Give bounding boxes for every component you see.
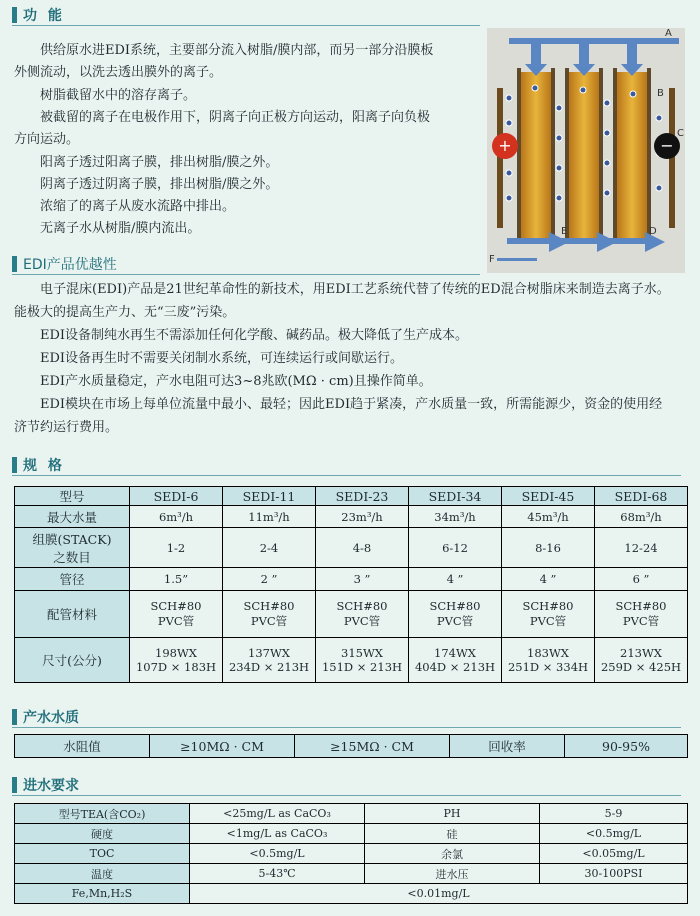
text-line: 阳离子透过阳离子膜，排出树脂/膜之外。: [40, 155, 279, 170]
text-line: 能极大的提高生产力、无“三废”污染。: [14, 305, 236, 320]
table-cell: 11m³/h: [223, 506, 316, 528]
plus-sign: +: [498, 136, 512, 155]
table-cell: <0.5mg/L: [190, 844, 365, 864]
table-cell: [409, 591, 502, 638]
table-cell: [130, 638, 223, 683]
table-cell: 1-2: [130, 528, 223, 568]
table-cell: SEDI-45: [502, 487, 595, 506]
table-cell: [130, 591, 223, 638]
table-cell: 型号TEA(含CO₂): [15, 804, 190, 824]
table-cell: <25mg/L as CaCO₃: [190, 804, 365, 824]
cell-line: 213WX: [620, 646, 662, 660]
table-row: [15, 568, 688, 591]
table-cell: SEDI-68: [595, 487, 688, 506]
table-cell: 12-24: [595, 528, 688, 568]
label-c: C: [677, 128, 684, 139]
text-line: EDI设备制纯水再生不需添加任何化学酸、碱药品。极大降低了生产成本。: [40, 328, 469, 343]
table-row: [15, 506, 688, 528]
cell-line: SCH#80: [522, 599, 574, 613]
table-row: [15, 844, 688, 864]
table-cell: 45m³/h: [502, 506, 595, 528]
table-cell: SEDI-11: [223, 487, 316, 506]
cell-line: 137WX: [248, 646, 290, 660]
section-title: 进水要求: [23, 778, 79, 794]
table-row: [15, 864, 688, 884]
table-row: [15, 591, 688, 638]
section-marker: [12, 709, 17, 725]
text-line: EDI产水质量稳定，产水电阻可达3~8兆欧(MΩ · cm)且操作简单。: [40, 374, 432, 389]
table-cell: 管径: [15, 568, 130, 591]
table-cell: 23m³/h: [316, 506, 409, 528]
table-cell: <1mg/L as CaCO₃: [190, 824, 365, 844]
table-cell: <0.05mg/L: [540, 844, 688, 864]
table-cell: 8-16: [502, 528, 595, 568]
text-line: 电子混床(EDI)产品是21世纪革命性的新技术，用EDI工艺系统代替了传统的ED混合树脂床来制造去离子水。: [40, 282, 670, 297]
table-cell: 4-8: [316, 528, 409, 568]
section-feed-header: [12, 774, 79, 796]
cell-line: PVC管: [250, 614, 288, 628]
cell-line: SCH#80: [429, 599, 481, 613]
table-cell: [223, 638, 316, 683]
spec-table: [14, 486, 688, 683]
section-marker: [12, 256, 17, 272]
cell-line: PVC管: [436, 614, 474, 628]
table-row: [15, 804, 688, 824]
section-title: 产水水质: [23, 710, 79, 726]
label-e: E: [561, 226, 568, 237]
resin-column: [521, 72, 551, 238]
cell-line: 259D × 425H: [600, 660, 682, 674]
table-cell: 2-4: [223, 528, 316, 568]
table-cell: [595, 638, 688, 683]
feed-flow-line: [509, 38, 679, 44]
table-cell: Fe,Mn,H₂S: [15, 884, 190, 904]
table-cell: 温度: [15, 864, 190, 884]
cell-line: 198WX: [155, 646, 197, 660]
table-cell: 4 ”: [502, 568, 595, 591]
section-marker: [12, 457, 17, 473]
section-spec-header: [12, 454, 65, 476]
table-cell: 配管材料: [15, 591, 130, 638]
table-cell: [595, 591, 688, 638]
text-line: 无离子水从树脂/膜内流出。: [40, 221, 201, 236]
cell-line: PVC管: [529, 614, 567, 628]
table-cell: 5-9: [540, 804, 688, 824]
text-line: 被截留的离子在电极作用下，阴离子向正极方向运动，阳离子向负极: [40, 110, 431, 125]
text-line: EDI模块在市场上每单位流量中最小、最轻；因此EDI趋于紧凑，产水质量一致，所需能源少，资金的使用经: [40, 397, 663, 412]
cell-line: 之数目: [53, 549, 91, 565]
resin-column: [569, 72, 599, 238]
table-cell: SEDI-6: [130, 487, 223, 506]
table-cell: [223, 591, 316, 638]
cell-line: SCH#80: [615, 599, 667, 613]
table-cell: 水阻值: [15, 735, 150, 758]
table-row: [15, 528, 688, 568]
cell-line: PVC管: [343, 614, 381, 628]
table-cell: SEDI-34: [409, 487, 502, 506]
cell-line: SCH#80: [243, 599, 295, 613]
cell-line: 404D × 213H: [414, 660, 496, 674]
label-d: D: [649, 226, 657, 237]
table-cell: 进水压: [365, 864, 540, 884]
cell-line: 151D × 213H: [321, 660, 403, 674]
cell-line: SCH#80: [336, 599, 388, 613]
table-cell: 68m³/h: [595, 506, 688, 528]
table-cell: 1.5”: [130, 568, 223, 591]
text-line: EDI设备再生时不需要关闭制水系统，可连续运行或间歇运行。: [40, 351, 404, 366]
table-row: [15, 824, 688, 844]
table-cell: <0.01mg/L: [190, 884, 688, 904]
section-advantages-header: [12, 253, 117, 275]
table-cell: ≥15MΩ · CM: [295, 735, 450, 758]
cell-line: 183WX: [527, 646, 569, 660]
quality-table: [14, 734, 688, 758]
cell-line: 315WX: [341, 646, 383, 660]
table-row: [15, 638, 688, 683]
table-cell: [409, 638, 502, 683]
text-line: 树脂截留水中的溶存离子。: [40, 88, 197, 103]
table-cell: 3 ”: [316, 568, 409, 591]
cell-line: 组膜(STACK): [32, 531, 112, 547]
cell-line: 251D × 334H: [507, 660, 589, 674]
table-cell: 尺寸(公分): [15, 638, 130, 683]
label-a: A: [665, 28, 672, 39]
table-cell: PH: [365, 804, 540, 824]
cell-line: 107D × 183H: [135, 660, 217, 674]
section-marker: [12, 777, 17, 793]
table-row: [15, 884, 688, 904]
table-cell: <0.5mg/L: [540, 824, 688, 844]
table-cell: 5-43℃: [190, 864, 365, 884]
minus-sign: −: [660, 136, 674, 155]
table-row: [15, 735, 688, 758]
section-quality-header: [12, 706, 79, 728]
text-line: 外侧流动，以洗去透出膜外的离子。: [14, 65, 223, 80]
feed-table: [14, 803, 688, 904]
table-cell: 回收率: [450, 735, 565, 758]
edi-diagram: [487, 28, 685, 273]
cell-line: 234D × 213H: [228, 660, 310, 674]
table-cell: [316, 638, 409, 683]
table-cell: [316, 591, 409, 638]
table-cell: [502, 638, 595, 683]
label-b: B: [657, 88, 664, 99]
section-title: EDI产品优越性: [23, 257, 117, 273]
text-line: 浓缩了的离子从废水流路中排出。: [40, 199, 236, 214]
table-cell: 2 ”: [223, 568, 316, 591]
cell-line: PVC管: [157, 614, 195, 628]
table-cell: [15, 528, 130, 568]
table-cell: 90-95%: [565, 735, 688, 758]
table-cell: 30-100PSI: [540, 864, 688, 884]
section-function-header: [12, 4, 65, 26]
cell-line: PVC管: [622, 614, 660, 628]
table-cell: SEDI-23: [316, 487, 409, 506]
edi-diagram-svg: [487, 28, 685, 273]
table-cell: TOC: [15, 844, 190, 864]
table-cell: 6-12: [409, 528, 502, 568]
text-line: 济节约运行费用。: [14, 420, 119, 435]
section-marker: [12, 7, 17, 23]
table-cell: 余氯: [365, 844, 540, 864]
label-f: F: [489, 254, 495, 265]
table-cell: 6 ”: [595, 568, 688, 591]
table-cell: [502, 591, 595, 638]
table-cell: 34m³/h: [409, 506, 502, 528]
table-cell: 型号: [15, 487, 130, 506]
table-cell: 4 ”: [409, 568, 502, 591]
cell-line: 174WX: [434, 646, 476, 660]
section-title: 功 能: [23, 8, 65, 24]
text-line: 供给原水进EDI系统，主要部分流入树脂/膜内部，而另一部分沿膜板: [40, 43, 434, 58]
text-line: 阴离子透过阴离子膜，排出树脂/膜之外。: [40, 177, 279, 192]
section-title: 规 格: [23, 458, 65, 474]
cell-line: SCH#80: [150, 599, 202, 613]
table-row: [15, 487, 688, 506]
table-cell: 硅: [365, 824, 540, 844]
table-cell: 6m³/h: [130, 506, 223, 528]
table-cell: 最大水量: [15, 506, 130, 528]
table-cell: ≥10MΩ · CM: [150, 735, 295, 758]
text-line: 方向运动。: [14, 132, 80, 147]
table-cell: 硬度: [15, 824, 190, 844]
